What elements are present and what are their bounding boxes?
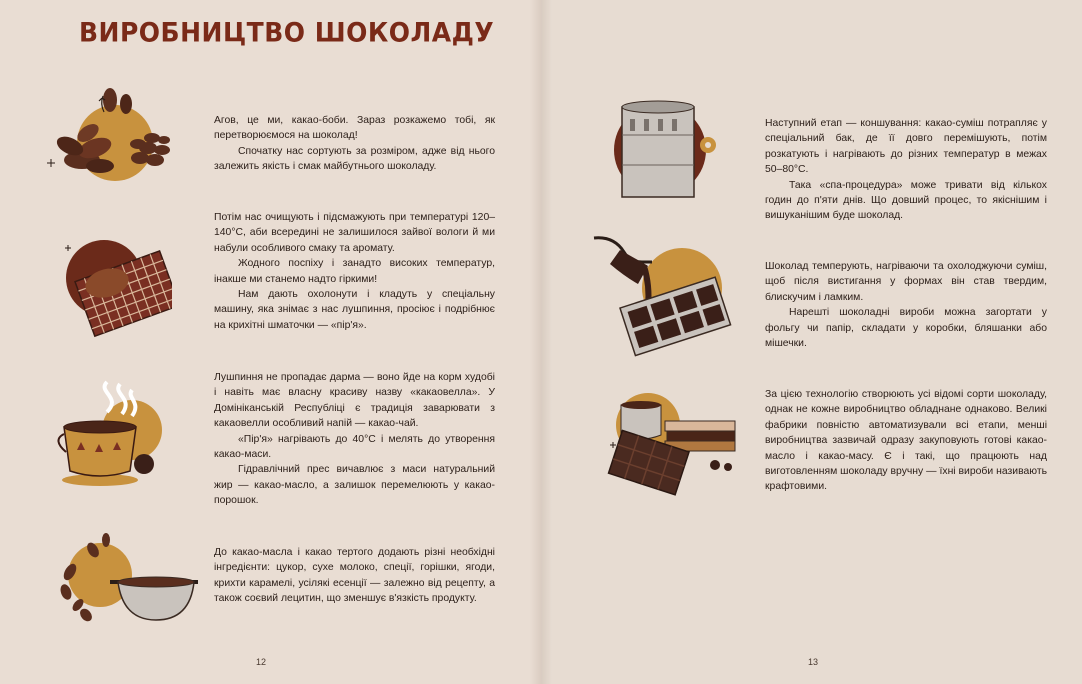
- conching-tank-illustration: [600, 95, 725, 205]
- paragraph: Спочатку нас сортують за розміром, адже від нього залежить якість і смак майбутнього шоколаду.: [214, 145, 495, 173]
- text-block-roasting: [214, 210, 495, 333]
- paragraph: Агов, це ми, какао-боби. Зараз розкажемо тобі, як перетворюємося на шоколад!: [214, 115, 495, 142]
- roasted-beans-on-grid-illustration: [52, 228, 172, 338]
- paragraph: Гідравлічний прес вичавлює з маси натуральний жир — какао-масло, а залишок перемелюють у какао-порошок.: [214, 464, 495, 507]
- paragraph: Шоколад темперують, нагріваючи та охолоджуючи суміш, щоб після вистигання у формах він став твердим, блискучим і ламким.: [765, 261, 1047, 303]
- paragraph: Жодного поспіху і занадто високих температур, інакше ми станемо надто гіркими!: [214, 258, 495, 285]
- text-block-conching: [765, 116, 1047, 224]
- tempering-mold-illustration: [592, 230, 742, 360]
- paragraph: Лушпиння не пропадає дарма — воно йде на корм худобі і навіть має власну красиву назву «какаовелла». У Домініканській Республіці є традиція заварювати з какаовелли особливий напій — какао-чай.: [214, 372, 495, 430]
- text-block-sorting: [214, 113, 495, 175]
- paragraph: Потім нас очищують і підсмажують при температурі 120–140°С, аби всередині не залишилося зайвої вологи й ми набули особливого смаку та аромату.: [214, 212, 495, 254]
- paragraph: Нарешті шоколадні вироби можна загортати у фольгу чи папір, складати у коробки, бляшанки або мішечки.: [765, 307, 1047, 350]
- paragraph: «Пір'я» нагрівають до 40°С і мелять до утворення какао-маси.: [214, 433, 495, 461]
- paragraph: До какао-масла і какао тертого додають різні необхідні інгредієнти: цукор, сухе молоко, спеції, горішки, ягоди, крихти карамелі, усілякі есенції — залежно від рецепту, а також соєвий лецитин, що зменшує в'язкість продукту.: [214, 547, 495, 605]
- paragraph: Така «спа-процедура» може тривати від кількох годин до п'яти днів. Що довший процес, то якіснішим і вишуканішим буде шоколад.: [765, 179, 1047, 222]
- paragraph: За цією технологію створюють усі відомі сорти шоколаду, однак не кожне виробництво обладнане однаково. Великі фабрики повністю автоматизували всі етапи, менші виробництва зазвичай одразу закуповують готові какао-масло і какао-масу. Є і такі, що працюють над виготовленням шоколаду вручну — їхні вироби називають крафтовими.: [765, 389, 1047, 493]
- page-title: ВИРОБНИЦТВО ШОКОЛАДУ: [79, 16, 495, 49]
- paragraph: Наступний етап — коншування: какао-суміш потрапляє у спеціальний бак, де її довго перемішують, потім розкатують і нагрівають до різних температур в межах 50–80°С.: [765, 118, 1047, 176]
- page-number-left: 12: [256, 657, 267, 667]
- text-block-technology: [765, 387, 1047, 495]
- text-block-tempering: [765, 259, 1047, 351]
- cocoa-beans-illustration: [40, 78, 175, 183]
- text-block-ingredients: [214, 545, 495, 607]
- mixing-bowl-illustration: [48, 530, 198, 625]
- text-block-husk: [214, 370, 495, 509]
- paragraph: Нам дають охолонути і кладуть у спеціальну машину, яка знімає з нас лушпиння, просіює і подрібнює на крихітні шматочки — «пір'я».: [214, 289, 495, 331]
- cocoa-tea-cup-illustration: [52, 372, 167, 487]
- book-gutter: [530, 0, 552, 684]
- page-number-right: 13: [808, 657, 819, 667]
- chocolate-products-illustration: [603, 385, 743, 505]
